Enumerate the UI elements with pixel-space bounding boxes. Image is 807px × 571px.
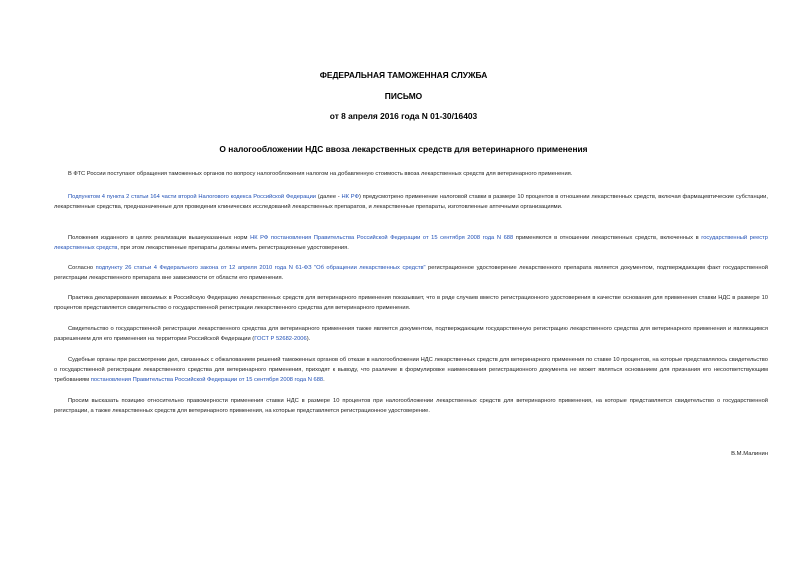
paragraph-3-text-1: Положения изданного в целях реализации вышеуказанных норм: [68, 235, 251, 241]
state-register-link[interactable]: государственный реестр лекарственных средств: [54, 235, 768, 251]
paragraph-8: [54, 397, 768, 417]
paragraph-2-text-1: (далее -: [316, 194, 342, 200]
nk-rf-link-2[interactable]: НК РФ: [250, 235, 269, 241]
signature: В.М.Малинин: [731, 451, 768, 457]
paragraph-4: [54, 264, 768, 284]
nk-rf-link[interactable]: НК РФ: [341, 194, 359, 200]
paragraph-8-text: Просим высказать позицию относительно правомерности применения ставки НДС в размере 10 процентов при налогообложении лекарственных средств для ветеринарного применения, на которые представляется свидетельство о государственной регистрации, а также лекарственных средств для ветеринарного применения, на которые представляется регистрационное удостоверение.: [54, 398, 768, 414]
paragraph-5-text: Практика декларирования ввозимых в Российскую Федерацию лекарственных средств для ветеринарного применения показывает, что в ряде случаев вместо регистрационного удостоверения в качестве основания для применения ставки НДС в размере 10 процентов представляется свидетельство о государственной регистрации лекарственного средства для ветеринарного применения.: [54, 295, 768, 311]
government-decree-688-link-2[interactable]: постановления Правительства Российской Федерации от 15 сентября 2008 года N 688: [90, 376, 324, 383]
gost-link[interactable]: ГОСТ Р 52682-2006: [254, 335, 307, 342]
paragraph-3-text-3: применяются в отношении лекарственных средств, включенных в: [513, 235, 702, 241]
paragraph-1-text: В ФТС России поступают обращения таможенных органов по вопросу налогообложения налогом на добавленную стоимость ввоза лекарственных средств для ветеринарного применения.: [68, 171, 573, 177]
government-decree-688-link[interactable]: постановления Правительства Российской Федерации от 15 сентября 2008 года N 688: [270, 235, 514, 241]
paragraph-3-text-4: , при этом лекарственные препараты должны иметь регистрационные удостоверения.: [117, 244, 349, 251]
paragraph-7-text-1: Судебные органы при рассмотрении дел, связанных с обжалованием решений таможенных органов об отказе в налогообложении НДС лекарственных средств для ветеринарного применения по ставке 10 процентов, на которые представлялось свидетельство о государственной регистрации лекарственного средства для ветеринарного применения, приходят к выводу, что различие в формулировке наименования регистрационного документа не может являться основанием для признания его несоответствующим требованиям: [54, 357, 768, 383]
paragraph-6-text-2: ).: [306, 335, 311, 342]
paragraph-3: [54, 234, 768, 254]
paragraph-6-text-1: Свидетельство о государственной регистрации лекарственного средства для ветеринарного применения также является документом, подтверждающим государственную регистрацию лекарственного средства для ветеринарного применения и являющимся разрешением для его применения на территории Российской Федерации (: [54, 326, 768, 342]
paragraph-4-text-2: регистрационное удостоверение лекарственного препарата является документом, подтверждающим факт государственной регистрации лекарственного препарата вне зависимости от области его применения.: [54, 265, 768, 281]
paragraph-6: [54, 325, 768, 345]
paragraph-2: [54, 193, 768, 213]
federal-law-61-fz-link[interactable]: подпункту 26 статьи 4 Федерального закона от 12 апреля 2010 года N 61-ФЗ "Об обращении лекарственных средств": [95, 265, 426, 271]
paragraph-5: [54, 294, 768, 314]
paragraph-1: [54, 170, 768, 180]
paragraph-4-text-1: Согласно: [68, 265, 96, 271]
paragraph-2-text-2: ) предусмотрено применение налоговой ставки в размере 10 процентов в отношении лекарственных средств, включая фармацевтические субстанции, лекарственные средства, предназначенные для проведения клинических исследований лекарственных препаратов, и лекарственные препараты, изготовленные аптечными организациями.: [54, 194, 768, 210]
paragraph-7: [54, 356, 768, 386]
agency-title: ФЕДЕРАЛЬНАЯ ТАМОЖЕННАЯ СЛУЖБА: [319, 70, 488, 80]
document-type: ПИСЬМО: [384, 91, 423, 101]
tax-code-link[interactable]: Подпунктом 4 пункта 2 статьи 164 части второй Налогового кодекса Российской Федерации: [68, 194, 317, 200]
document-date-number: от 8 апреля 2016 года N 01-30/16403: [329, 111, 478, 121]
document-subject: О налогообложении НДС ввоза лекарственных средств для ветеринарного применения: [219, 144, 588, 154]
paragraph-7-text-2: .: [323, 376, 325, 383]
